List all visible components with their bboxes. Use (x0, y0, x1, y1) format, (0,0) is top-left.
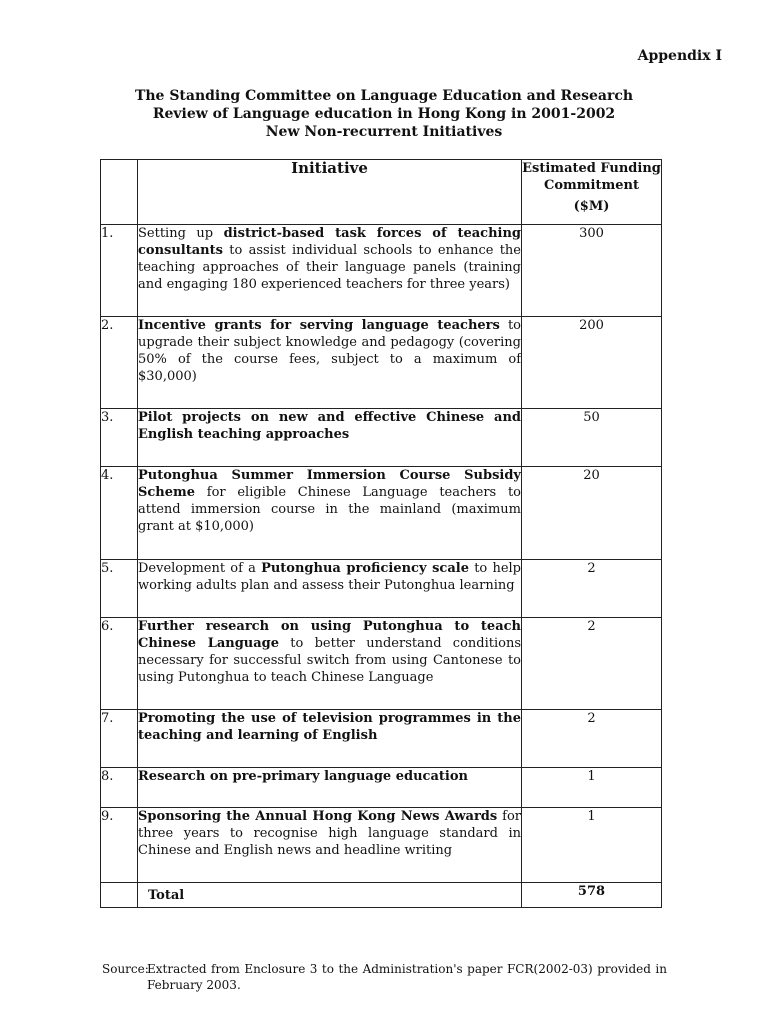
row-amount: 1 (522, 768, 662, 808)
total-row (101, 883, 662, 908)
row-amount: 50 (522, 409, 662, 467)
row-number: 9. (101, 808, 138, 883)
row-amount: 2 (522, 710, 662, 768)
description-post: for three years to recognise high language standard in Chinese and English news and headline writing (138, 809, 521, 858)
table-row (101, 710, 662, 768)
row-number: 2. (101, 317, 138, 409)
total-label: Total (138, 883, 522, 908)
header-funding-line2: Commitment (544, 178, 639, 193)
header-initiative: Initiative (138, 160, 522, 225)
description-bold: Further research on using Putonghua to teach Chinese Language (138, 619, 521, 651)
row-number: 6. (101, 618, 138, 710)
table-row (101, 409, 662, 467)
header-funding (522, 160, 662, 225)
description-bold: Putonghua Summer Immersion Course Subsidy Scheme (138, 468, 521, 500)
row-description (138, 560, 522, 618)
description-bold: Putonghua proficiency scale (261, 561, 469, 576)
table-row (101, 618, 662, 710)
description-post: to assist individual schools to enhance the teaching approaches of their language panels (training and engaging 180 experienced teachers for three years) (138, 243, 521, 292)
description-post: to help working adults plan and assess their Putonghua learning (138, 561, 521, 593)
row-number: 4. (101, 467, 138, 560)
table-header-row (101, 160, 662, 225)
description-bold: Incentive grants for serving language teachers (138, 318, 500, 333)
row-description (138, 409, 522, 467)
source-text: Extracted from Enclosure 3 to the Administration's paper FCR(2002-03) provided in February 2003. (147, 962, 667, 992)
table-row (101, 467, 662, 560)
row-number: 8. (101, 768, 138, 808)
description-bold: Promoting the use of television programmes in the teaching and learning of English (138, 711, 521, 743)
row-amount: 1 (522, 808, 662, 883)
description-bold: district-based task forces of teaching consultants (138, 226, 521, 258)
row-description (138, 710, 522, 768)
source-note (102, 961, 667, 993)
initiatives-table (100, 159, 662, 908)
document-titles (0, 87, 768, 141)
row-description (138, 317, 522, 409)
row-amount: 300 (522, 225, 662, 317)
description-pre: Development of a (138, 561, 262, 576)
description-post: to better understand conditions necessary for successful switch from using Cantonese to using Putonghua to teach Chinese Language (138, 636, 521, 685)
total-number-cell (101, 883, 138, 908)
table-row (101, 768, 662, 808)
header-funding-line1: Estimated Funding (522, 161, 661, 176)
table-row (101, 317, 662, 409)
appendix-label: Appendix I (637, 48, 722, 64)
description-post: to upgrade their subject knowledge and pedagogy (covering 50% of the course fees, subject to a maximum of $30,000) (138, 318, 522, 384)
description-post: for eligible Chinese Language teachers to attend immersion course in the mainland (maximum grant at $10,000) (138, 485, 521, 534)
header-funding-unit: ($M) (573, 199, 610, 214)
row-description (138, 225, 522, 317)
title-initiatives: New Non-recurrent Initiatives (265, 124, 503, 140)
description-bold: Research on pre-primary language education (138, 769, 468, 784)
row-description (138, 618, 522, 710)
row-amount: 2 (522, 560, 662, 618)
row-number: 1. (101, 225, 138, 317)
description-bold: Sponsoring the Annual Hong Kong News Awards (138, 809, 498, 824)
row-number: 5. (101, 560, 138, 618)
description-bold: Pilot projects on new and effective Chinese and English teaching approaches (138, 410, 521, 442)
row-description (138, 768, 522, 808)
source-label: Source: (102, 962, 149, 976)
row-amount: 2 (522, 618, 662, 710)
row-description (138, 808, 522, 883)
table-row (101, 560, 662, 618)
row-amount: 200 (522, 317, 662, 409)
row-number: 3. (101, 409, 138, 467)
title-review: Review of Language education in Hong Kong in 2001-2002 (152, 106, 616, 122)
row-description (138, 467, 522, 560)
header-number-cell (101, 160, 138, 225)
table-row (101, 808, 662, 883)
row-number: 7. (101, 710, 138, 768)
title-committee: The Standing Committee on Language Education and Research (134, 88, 634, 104)
table-row (101, 225, 662, 317)
total-amount: 578 (522, 883, 662, 908)
row-amount: 20 (522, 467, 662, 560)
description-pre: Setting up (138, 226, 224, 241)
